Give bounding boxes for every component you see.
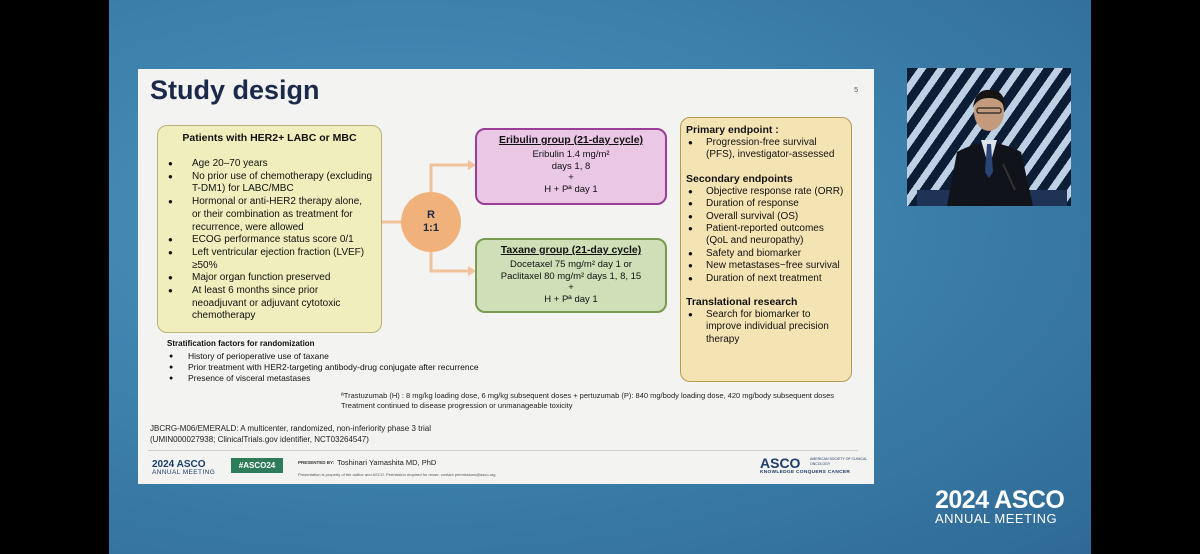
presentation-slide [138,69,874,484]
trial-info-line: JBCRG-M06/EMERALD: A multicenter, randomized, non-inferiority phase 3 trial [150,424,432,433]
hashtag-badge: #ASCO24 [231,458,283,473]
watermark-year: 2024 ASCO [935,486,1065,514]
eligibility-item: ● At least 6 months since prior neoadjuvant or adjuvant cytotoxic chemotherapy [166,285,373,323]
endpoint-item: ● Overall survival (OS) [686,211,846,223]
eribulin-line: + [568,172,574,183]
footnote-line: Treatment continued to disease progression or unmanageable toxicity [341,400,573,410]
presented-by-label: PRESENTED BY: [298,460,335,465]
watermark-meeting: ANNUAL MEETING [935,511,1058,526]
primary-endpoint-heading: Primary endpoint : [686,124,779,136]
taxane-line: + [568,282,574,293]
arrow-to-eribulin [431,165,470,192]
endpoint-item: ● New metastases−free survival [686,260,846,272]
translational-heading: Translational research [686,296,798,309]
copyright-notice: Presentation is property of the author and ASCO. Permission required for reuse; contact permissions@asco.org. [298,472,497,477]
endpoint-item: ● Progression-free survival (PFS), investigator-assessed [686,137,846,162]
footnote-line: ªTrastuzumab (H) : 8 mg/kg loading dose, 6 mg/kg subsequent doses + pertuzumab (P): 840 mg/body loading dose, 420 mg/body subsequent doses [341,391,834,400]
endpoint-item: ● Duration of next treatment [686,273,846,285]
taxane-group-box [475,238,667,313]
endpoint-item: ● Search for biomarker to improve individual precision therapy [686,309,846,346]
asco-logo: ASCO [760,455,801,471]
asco-tagline: KNOWLEDGE CONQUERS CANCER [760,470,851,475]
eligibility-item: ● Hormonal or anti-HER2 therapy alone, or their combination as treatment for recurrence, were allowed [166,196,373,234]
eribulin-line: H + Pª day 1 [544,183,598,195]
patients-heading: Patients with HER2+ LABC or MBC [182,132,357,144]
secondary-endpoints-heading: Secondary endpoints [686,172,793,185]
taxane-heading: Taxane group (21-day cycle) [500,244,642,256]
taxane-line: H + Pª day 1 [544,293,598,305]
eribulin-line: Eribulin 1.4 mg/m² [532,149,610,160]
stratification-item: ● History of perioperative use of taxane [167,351,527,362]
stratification-heading: Stratification factors for randomization [167,339,315,348]
randomization-ratio: 1:1 [423,222,439,234]
endpoints-box [680,117,852,382]
secondary-endpoints-list [686,186,846,285]
speaker-silhouette [907,68,1071,206]
eligibility-item: ● ECOG performance status score 0/1 [166,234,373,247]
presenter-name: Toshinari Yamashita MD, PhD [337,458,437,467]
taxane-line: Docetaxel 75 mg/m² day 1 or [510,259,632,270]
slide-page-number: 5 [854,87,858,94]
speaker-video-thumbnail [907,68,1071,206]
eligibility-item: ● No prior use of chemotherapy (excluding T-DM1) for LABC/MBC [166,171,373,196]
arrow-to-taxane [431,252,470,271]
footer-meeting-year: 2024 ASCO [152,459,206,470]
endpoint-item: ● Duration of response [686,198,846,210]
slide-title: Study design [150,75,320,105]
endpoint-item: ● Objective response rate (ORR) [686,186,846,198]
eribulin-heading: Eribulin group (21-day cycle) [498,134,644,146]
footer-divider [148,450,858,451]
eligibility-item: ● Left ventricular ejection fraction (LVEF) ≥50% [166,247,373,272]
footer-meeting-name: ANNUAL MEETING [152,469,216,476]
stratification-item: ● Presence of visceral metastases [167,373,527,384]
eligibility-item: ● Age 20–70 years [166,158,373,171]
eribulin-group-box [475,128,667,205]
eligibility-item: ● Major organ function preserved [166,272,373,285]
eribulin-line: days 1, 8 [551,160,591,172]
endpoint-item: ● Patient-reported outcomes (QoL and neuropathy) [686,223,846,248]
endpoint-item: ● Safety and biomarker [686,248,846,260]
video-screen [109,0,1091,554]
randomization-label: R [427,209,435,221]
trial-info-line: (UMIN000027938; ClinicalTrials.gov identifier, NCT03264547) [150,435,369,444]
asco-society-name: AMERICAN SOCIETY OF CLINICAL ONCOLOGY [810,457,868,466]
stratification-list [167,351,527,384]
stratification-item: ● Prior treatment with HER2-targeting antibody-drug conjugate after recurrence [167,362,527,373]
randomization-circle [401,192,461,252]
primary-endpoint-list [686,137,846,162]
translational-list [686,309,846,346]
trial-info [150,423,431,445]
dosing-footnote [341,391,834,410]
taxane-line: Paclitaxel 80 mg/m² days 1, 8, 15 [500,270,642,282]
